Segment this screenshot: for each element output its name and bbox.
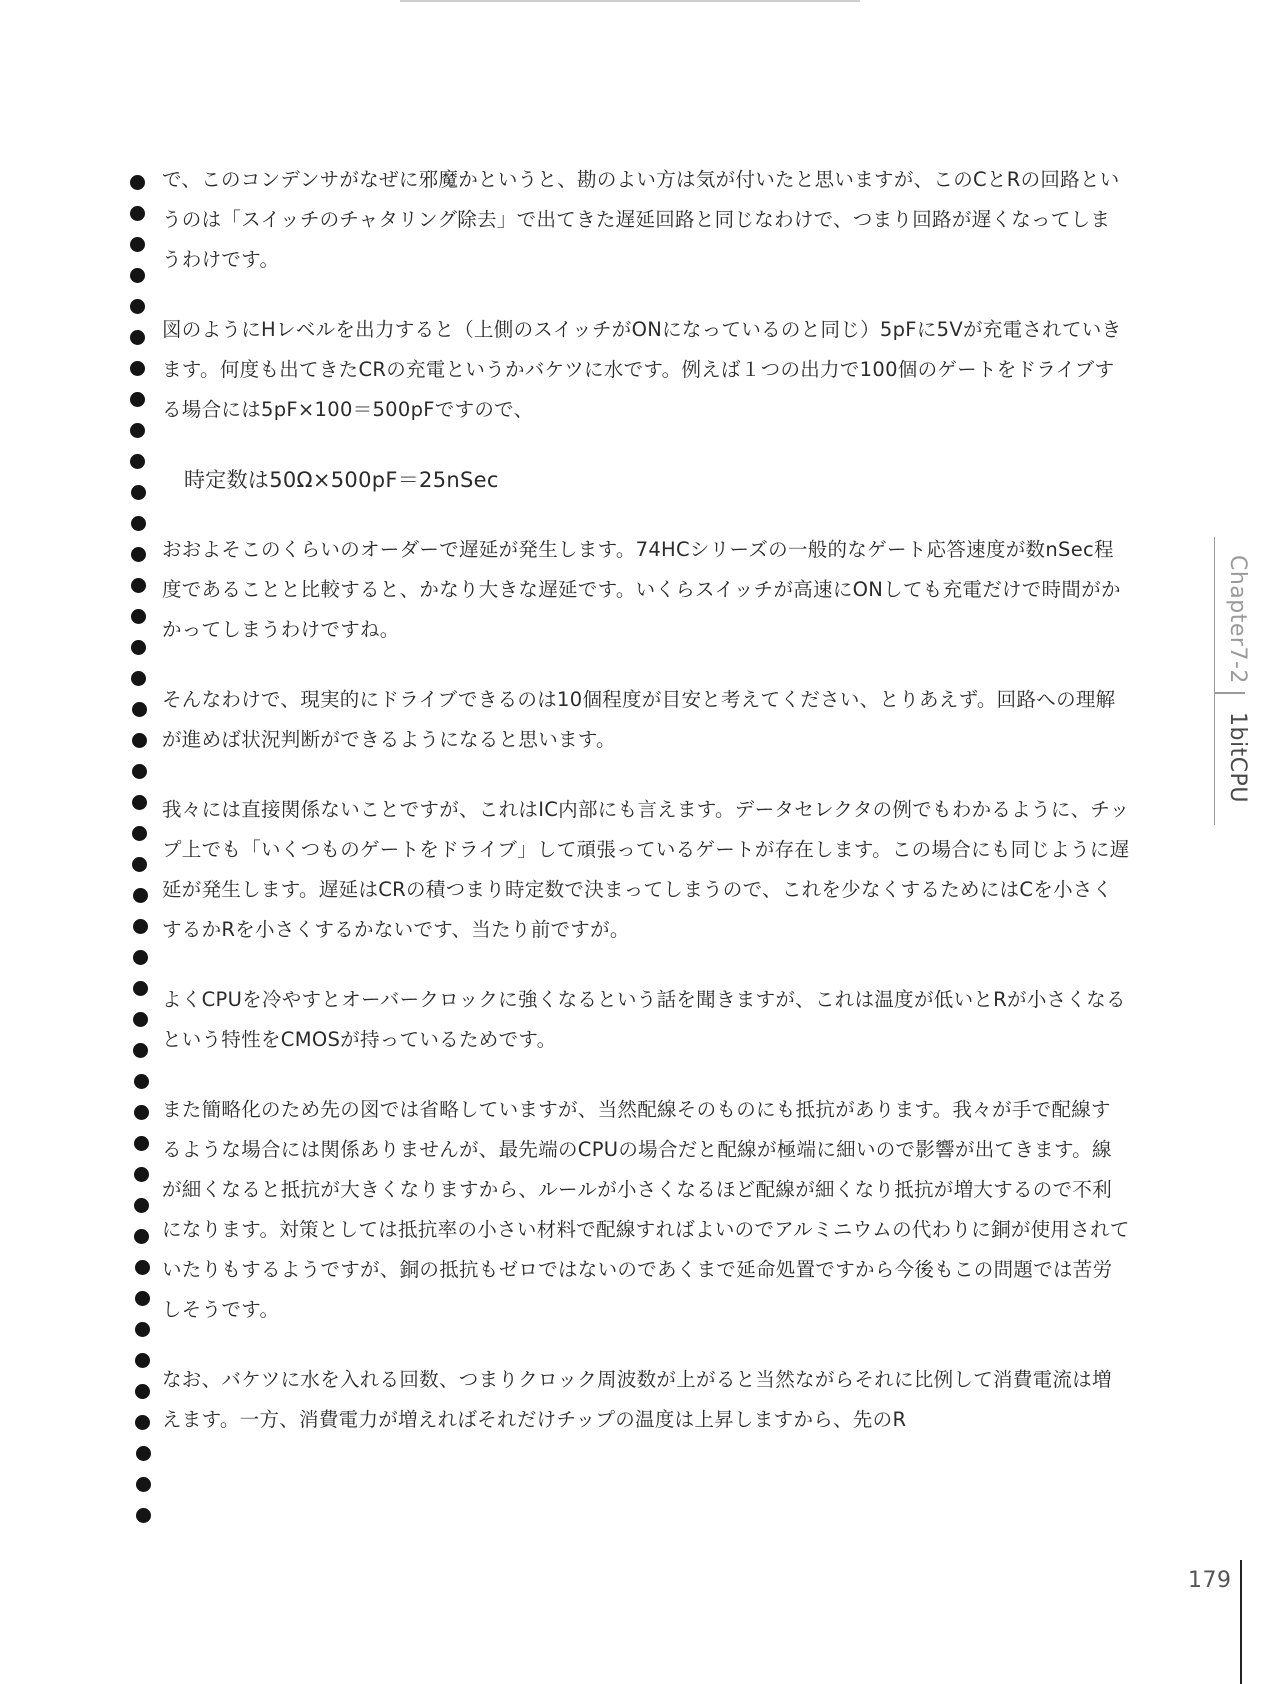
binding-hole: [130, 330, 145, 345]
binding-hole: [135, 1384, 150, 1399]
binding-hole: [131, 578, 146, 593]
binding-hole: [135, 1353, 150, 1368]
binding-hole: [131, 547, 146, 562]
binding-hole: [131, 671, 146, 686]
binding-hole: [135, 1322, 150, 1337]
binding-hole: [134, 1167, 149, 1182]
paragraph-charging: 図のようにHレベルを出力すると（上側のスイッチがONになっているのと同じ）5pFに5Vが充電されていきます。何度も出てきたCRの充電というかバケツに水です。例えば１つの出力で100個のゲートをドライブする場合には5pF×100＝500pFですので、: [162, 318, 1122, 421]
binding-hole: [133, 888, 148, 903]
binding-hole: [131, 609, 146, 624]
paragraph-cpu-cooling: よくCPUを冷やすとオーバークロックに強くなるという話を聞きますが、これは温度が低いとRが小さくなるという特性をCMOSが持っているためです。: [162, 988, 1126, 1051]
binding-hole: [135, 1260, 150, 1275]
binding-hole: [133, 1043, 148, 1058]
binding-hole: [134, 1105, 149, 1120]
binding-hole: [130, 175, 145, 190]
paragraph-clock-power: なお、バケツに水を入れる回数、つまりクロック周波数が上がると当然ながらそれに比例して消費電流は増えます。一方、消費電力が増えればそれだけチップの温度は上昇しますから、先のR: [162, 1368, 1112, 1431]
binding-hole: [133, 1012, 148, 1027]
binding-hole: [133, 950, 148, 965]
paragraph-ic-internal: 我々には直接関係ないことですが、これはIC内部にも言えます。データセレクタの例でもわかるように、チップ上でも「いくつものゲートをドライブ」して頑張っているゲートが存在します。この場合にも同じように遅延が発生します。遅延はCRの積つまり時定数で決まってしまうので、これを少なくするためにはCを小さくするかRを小さくするかないです、当たり前ですが。: [162, 798, 1130, 941]
binding-hole: [130, 237, 145, 252]
binding-hole: [132, 764, 147, 779]
binding-hole: [130, 392, 145, 407]
time-constant-formula: 時定数は50Ω×500pF＝25nSec: [184, 468, 499, 492]
binding-hole: [133, 981, 148, 996]
binding-hole: [135, 1291, 150, 1306]
tab-divider: [1215, 692, 1245, 694]
paragraph-delay-order: おおよそこのくらいのオーダーで遅延が発生します。74HCシリーズの一般的なゲート応答速度が数nSec程度であることと比較すると、かなり大きな遅延です。いくらスイッチが高速にONしても充電だけで時間がかかってしまうわけですね。: [162, 538, 1121, 641]
binding-hole: [132, 733, 147, 748]
binding-hole: [130, 299, 145, 314]
chapter-side-tab: [1214, 537, 1275, 825]
binding-hole: [132, 795, 147, 810]
page-number: 179: [1188, 1568, 1232, 1593]
binding-hole: [134, 1229, 149, 1244]
paragraph-wiring-resistance: また簡略化のため先の図では省略していますが、当然配線そのものにも抵抗があります。我々が手で配線するような場合には関係ありませんが、最先端のCPUの場合だと配線が極端に細いので影響が出てきます。線が細くなると抵抗が大きくなりますから、ルールが小さくなるほど配線が細くなり抵抗が増大するので不利になります。対策としては抵抗率の小さい材料で配線すればよいのでアルミニウムの代わりに銅が使用されていたりもするようですが、銅の抵抗もゼロではないのであくまで延命処置ですから今後もこの問題では苦労しそうです。: [162, 1098, 1130, 1321]
binding-hole: [133, 919, 148, 934]
binding-hole: [134, 1074, 149, 1089]
body-text: [162, 160, 1130, 1470]
binding-hole: [134, 1198, 149, 1213]
binding-hole: [136, 1508, 151, 1523]
binding-hole: [130, 268, 145, 283]
binding-hole: [131, 516, 146, 531]
binding-hole: [131, 485, 146, 500]
binding-hole: [130, 423, 145, 438]
binding-hole: [130, 206, 145, 221]
binding-hole: [132, 702, 147, 717]
binding-hole: [135, 1415, 150, 1430]
binding-hole: [131, 640, 146, 655]
top-edge-rule: [400, 0, 860, 2]
page-number-rule: [1240, 1560, 1242, 1684]
chapter-label: Chapter7-2: [1225, 555, 1250, 684]
paragraph-capacitor-delay: で、このコンデンサがなぜに邪魔かというと、勘のよい方は気が付いたと思いますが、このCとRの回路というのは「スイッチのチャタリング除去」で出てきた遅延回路と同じなわけで、つまり回路が遅くなってしまうわけです。: [162, 168, 1120, 271]
binding-hole: [136, 1446, 151, 1461]
paragraph-fanout-guideline: そんなわけで、現実的にドライブできるのは10個程度が目安と考えてください、とりあえず。回路への理解が進めば状況判断ができるようになると思います。: [162, 688, 1116, 751]
binding-hole: [136, 1477, 151, 1492]
binding-hole: [132, 857, 147, 872]
binding-hole: [130, 361, 145, 376]
binding-hole: [134, 1136, 149, 1151]
section-label: 1bitCPU: [1225, 712, 1250, 803]
binding-hole: [132, 826, 147, 841]
binding-hole: [130, 454, 145, 469]
